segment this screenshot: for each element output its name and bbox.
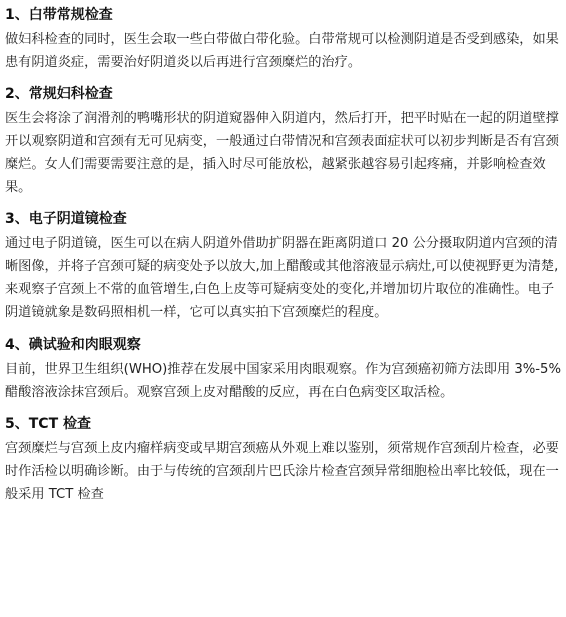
section-body: 做妇科检查的同时，医生会取一些白带做白带化验。白带常规可以检测阴道是否受到感染，如果患有阴道炎症，需要治好阴道炎以后再进行宫颈糜烂的治疗。 <box>5 32 559 70</box>
section-heading: 1、白带常规检查 <box>5 7 113 23</box>
section-body: 通过电子阴道镜，医生可以在病人阴道外借助扩阴器在距离阴道口 20 公分摄取阴道内宫颈的清晰图像，并将子宫颈可疑的病变处予以放大,加上醋酸或其他溶液显示病灶,可以使视野更为清楚,来观察子宫颈上不常的血管增生,白色上皮等可疑病变处的变化,并增加切片取位的准确性。电子阴道镜就象是数码照相机一样，它可以真实拍下宫颈糜烂的程度。 <box>5 236 559 320</box>
section-heading: 2、常规妇科检查 <box>5 86 113 102</box>
section-body: 医生会将涂了润滑剂的鸭嘴形状的阴道窥器伸入阴道内，然后打开，把平时贴在一起的阴道壁撑开以观察阴道和宫颈有无可见病变，一般通过白带情况和宫颈表面症状可以初步判断是否有宫颈糜烂。女人们需要需要注意的是，插入时尽可能放松，越紧张越容易引起疼痛，并影响检查效果。 <box>5 111 559 195</box>
section-heading: 3、电子阴道镜检查 <box>5 211 127 227</box>
section-iodine-test <box>5 334 562 404</box>
section-tct-test <box>5 413 562 506</box>
section-heading: 4、碘试验和肉眼观察 <box>5 337 141 353</box>
section-leukorrhea-test <box>5 4 562 74</box>
section-body: 宫颈糜烂与宫颈上皮内瘤样病变或早期宫颈癌从外观上难以鉴别，须常规作宫颈刮片检查，必要时作活检以明确诊断。由于与传统的宫颈刮片巴氏涂片检查宫颈异常细胞检出率比较低，现在一般采用 TCT 检查 <box>5 441 559 502</box>
section-heading: 5、TCT 检查 <box>5 416 91 432</box>
section-colposcopy <box>5 208 562 324</box>
section-routine-gynecological-exam <box>5 83 562 199</box>
section-body: 目前，世界卫生组织(WHO)推荐在发展中国家采用肉眼观察。作为宫颈癌初筛方法即用 3%-5%醋酸溶液涂抹宫颈后。观察宫颈上皮对醋酸的反应，再在白色病变区取活检。 <box>5 362 561 400</box>
